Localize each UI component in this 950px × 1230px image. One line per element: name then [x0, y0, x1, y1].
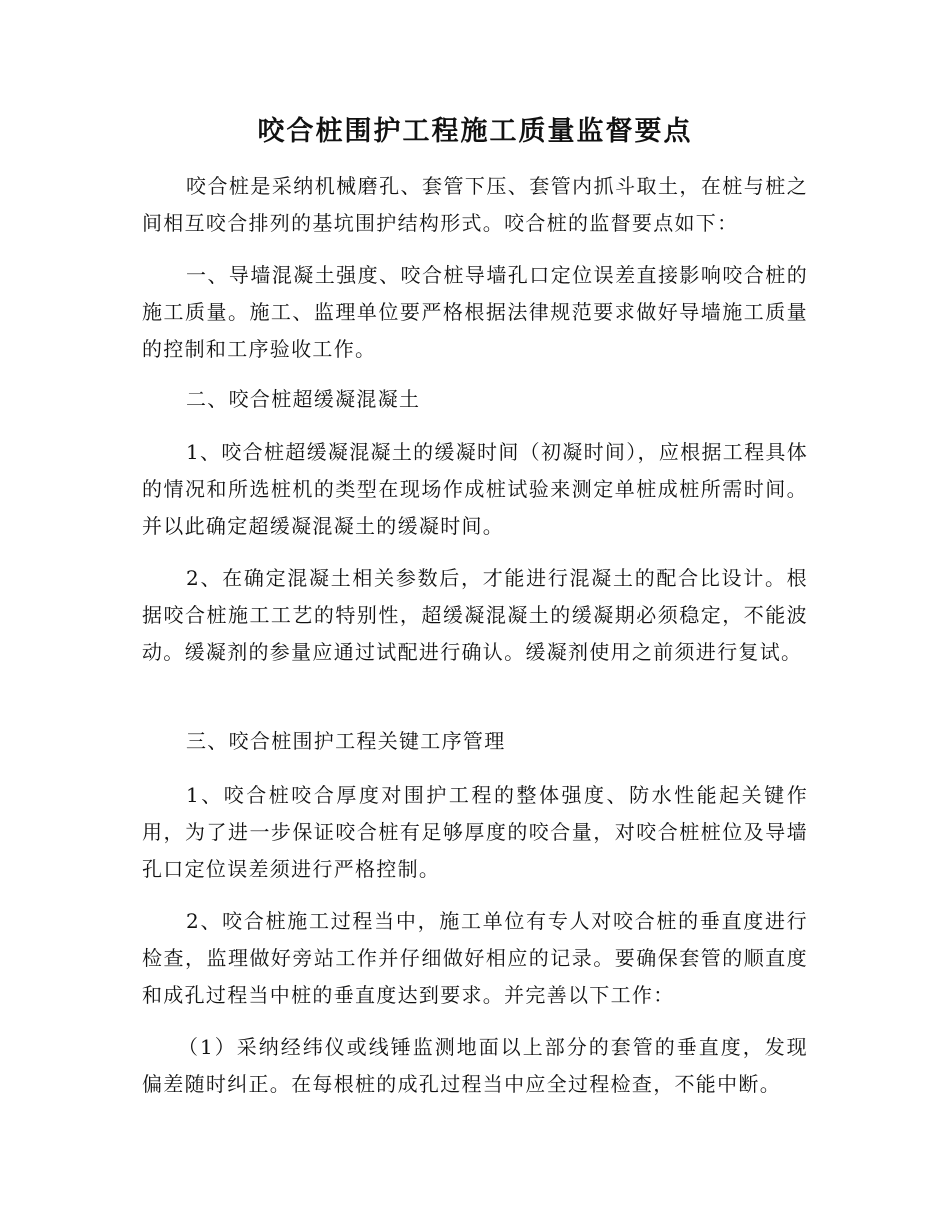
- paragraph-section-1: 一、导墙混凝土强度、咬合桩导墙孔口定位误差直接影响咬合桩的施工质量。施工、监理单位要严格根据法律规范要求做好导墙施工质量的控制和工序验收工作。: [142, 263, 808, 361]
- paragraph-3-2-item-1: （1）采纳经纬仪或线锤监测地面以上部分的套管的垂直度，发现偏差随时纠正。在每根桩的成孔过程当中应全过程检查，不能中断。: [142, 1035, 808, 1096]
- section-heading-3: 三、咬合桩围护工程关键工序管理: [186, 729, 506, 753]
- paragraph-3-2: 2、咬合桩施工过程当中，施工单位有专人对咬合桩的垂直度进行检查，监理做好旁站工作并仔细做好相应的记录。要确保套管的顺直度和成孔过程当中桩的垂直度达到要求。并完善以下工作：: [142, 909, 808, 1007]
- paragraph-3-1: 1、咬合桩咬合厚度对围护工程的整体强度、防水性能起关键作用，为了进一步保证咬合桩有足够厚度的咬合量，对咬合桩桩位及导墙孔口定位误差须进行严格控制。: [142, 783, 808, 881]
- section-heading-2: 二、咬合桩超缓凝混凝土: [186, 387, 421, 411]
- document-title: 咬合桩围护工程施工质量监督要点: [257, 116, 693, 147]
- paragraph-2-2: 2、在确定混凝土相关参数后，才能进行混凝土的配合比设计。根据咬合桩施工工艺的特别性，超缓凝混凝土的缓凝期必须稳定，不能波动。缓凝剂的参量应通过试配进行确认。缓凝剂使用之前须进行复试。: [142, 566, 808, 664]
- paragraph-intro: 咬合桩是采纳机械磨孔、套管下压、套管内抓斗取土，在桩与桩之间相互咬合排列的基坑围护结构形式。咬合桩的监督要点如下：: [142, 174, 808, 235]
- paragraph-2-1: 1、咬合桩超缓凝混凝土的缓凝时间（初凝时间），应根据工程具体的情况和所选桩机的类型在现场作成桩试验来测定单桩成桩所需时间。并以此确定超缓凝混凝土的缓凝时间。: [142, 440, 808, 538]
